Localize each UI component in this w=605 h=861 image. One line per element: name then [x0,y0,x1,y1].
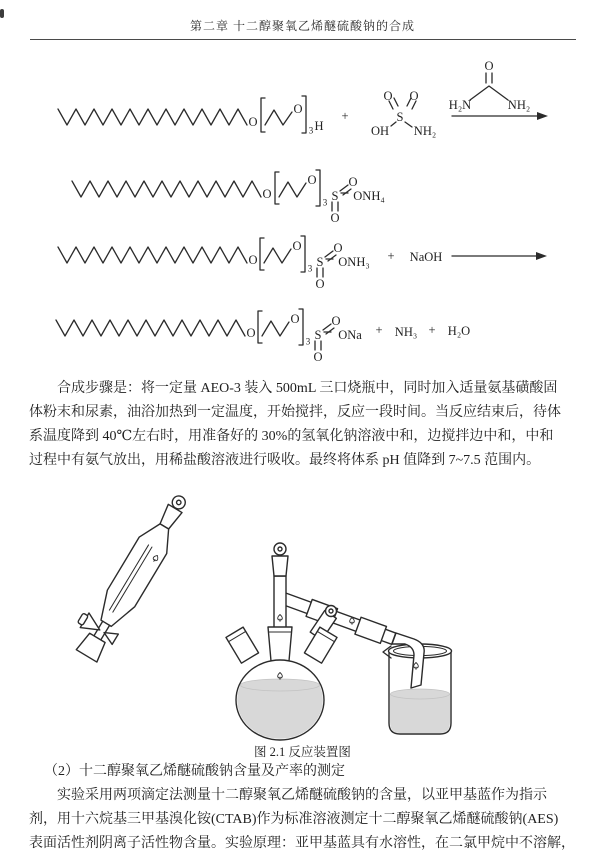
chem-label-o: O [313,349,323,364]
paragraph-line: 剂，用十六烷基三甲基溴化铵(CTAB)作为标准溶液测定十二醇聚氧乙烯醚硫酸钠(AES) [29,812,559,827]
paragraph-line: 合成步骤是：将一定量 AEO-3 装入 500mL 三口烧瓶中，同时加入适量氨基磺酸固 [57,381,558,396]
takeoff-adapter [278,589,397,647]
dropping-funnel [65,484,196,664]
chem-label-s: S [316,254,324,269]
page-header-title: 第二章 十二醇聚氧乙烯醚硫酸钠的合成 [189,19,415,33]
alkyl-chain [56,320,245,336]
flask-liquid [234,685,326,741]
paragraph-synthesis-steps [29,377,580,473]
chem-label-subscript: 3 [305,336,311,347]
paragraph-line: 表面活性剂阴离子活性物含量。实验原理：亚甲基蓝具有水溶性，在二氯甲烷中不溶解， [29,836,575,851]
chem-label-subscript: 3 [307,263,313,274]
scan-speck [0,9,4,18]
chem-label-o: O [248,114,258,129]
chem-plus: + [428,322,436,337]
alkyl-chain [58,247,247,263]
chem-label-h: H [314,118,324,133]
apparatus-figure [65,484,451,741]
chem-label-nh2: NH₂ [507,97,531,112]
chem-label-o: O [331,313,341,328]
chem-label-subscript: 3 [322,197,328,208]
chem-label-o: O [409,88,419,103]
chem-label-o: O [307,172,317,187]
chem-label-onh3: ONH₃ [338,254,370,269]
paragraph-line: 过程中有氨气放出，用稀盐酸溶液进行吸收。最终将体系 pH 值降到 7~7.5 范围内。 [29,453,541,468]
chem-label-onh4: ONH₄ [353,188,385,203]
chem-label-s: S [396,109,404,124]
chem-label-o: O [315,276,325,291]
chem-plus: + [387,248,395,263]
chem-label-subscript: 3 [308,125,314,136]
alkyl-chain [72,181,261,197]
chem-label-o: O [330,210,340,225]
beaker-liquid-surface [391,689,450,699]
chem-label-o: O [290,311,300,326]
paragraph-line: 体粉末和尿素，油浴加热到一定温度，开始搅拌，反应一段时间。当反应结束后，待体 [29,405,561,420]
chem-label-o: O [248,252,258,267]
chem-label-o: O [293,101,303,116]
flask-liquid-surface [241,679,320,691]
figure-caption: 图 2.1 反应装置图 [254,745,351,759]
chem-label-nh2: NH₂ [413,123,437,138]
chem-label-h2o: H₂O [447,323,471,338]
chem-label-o: O [246,325,256,340]
beaker-liquid [390,694,450,734]
chem-label-o: O [348,174,358,189]
paragraph-line: 实验采用两项滴定法测量十二醇聚氧乙烯醚硫酸钠的含量，以亚甲基蓝作为指示 [57,788,547,803]
chem-label-h2n: H₂N [448,97,472,112]
chem-label-o: O [383,88,393,103]
chem-label-o: O [333,240,343,255]
chem-label-ona: ONa [338,327,362,342]
chem-label-o: O [292,238,302,253]
chem-label-o: O [484,58,494,73]
paragraph-determination [29,784,580,856]
scheme-row-1 [58,73,548,133]
scheme-row-3 [58,236,547,277]
chem-label-oh: OH [370,123,390,138]
chem-label-s: S [331,188,339,203]
chem-label-o: O [262,186,272,201]
alkyl-chain [58,109,247,125]
center-column-stopper [272,543,288,629]
chem-label-naoh: NaOH [409,249,443,264]
section-subheading: （2）十二醇聚氧乙烯醚硫酸钠含量及产率的测定 [44,764,345,779]
paragraph-line: 系温度降到 40℃左右时，用准备好的 30%的氢氧化钠溶液中和，边搅拌边中和，中和 [29,429,554,444]
chem-plus: + [375,322,383,337]
chem-label-nh3: NH₃ [394,324,418,339]
chem-plus: + [341,108,349,123]
chem-label-s: S [314,327,322,342]
